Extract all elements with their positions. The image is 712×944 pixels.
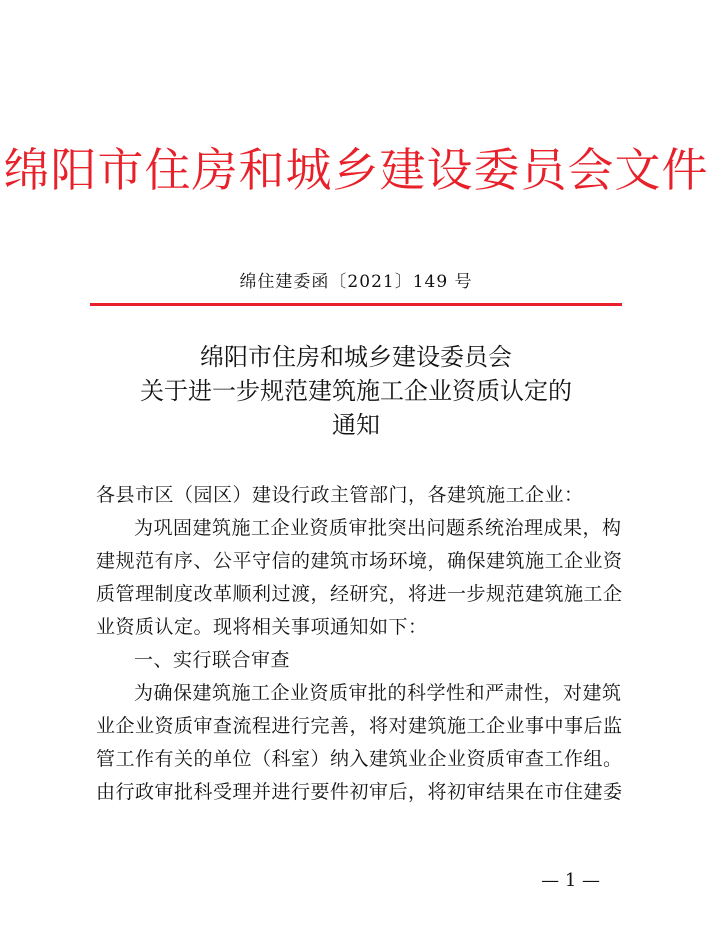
body-line: 业企业资质审查流程进行完善，将对建筑施工企业事中事后监: [96, 715, 623, 737]
body-line: 由行政审批科受理并进行要件初审后，将初审结果在市住建委: [96, 781, 623, 803]
body-line: 为确保建筑施工企业资质审批的科学性和严肃性，对建筑: [134, 682, 622, 704]
body-line: 业资质认定。现将相关事项通知如下：: [96, 616, 428, 638]
document-number: 绵住建委函〔2021〕149 号: [239, 272, 473, 292]
subject-line-1: 绵阳市住房和城乡建设委员会: [200, 343, 512, 371]
notice-subject: [0, 340, 712, 442]
document-header-title: 绵阳市住房和城乡建设委员会文件: [3, 143, 709, 197]
body-line: 质管理制度改革顺利过渡，经研究，将进一步规范建筑施工企: [96, 583, 623, 605]
salutation-line: 各县市区（园区）建设行政主管部门，各建筑施工企业：: [96, 484, 584, 506]
body-line: 为巩固建筑施工企业资质审批突出问题系统治理成果，构: [134, 517, 622, 539]
subject-line-3: 通知: [332, 411, 380, 439]
subject-line-2: 关于进一步规范建筑施工企业资质认定的: [140, 377, 572, 405]
body-line: 建规范有序、公平守信的建筑市场环境，确保建筑施工企业资: [96, 550, 623, 572]
page-number: — 1 —: [541, 870, 600, 891]
body-line: 管工作有关的单位（科室）纳入建筑业企业资质审查工作组。: [96, 748, 623, 770]
notice-body: [96, 479, 623, 809]
section-heading: 一、实行联合审查: [134, 649, 291, 671]
header-red-divider: [90, 303, 622, 306]
